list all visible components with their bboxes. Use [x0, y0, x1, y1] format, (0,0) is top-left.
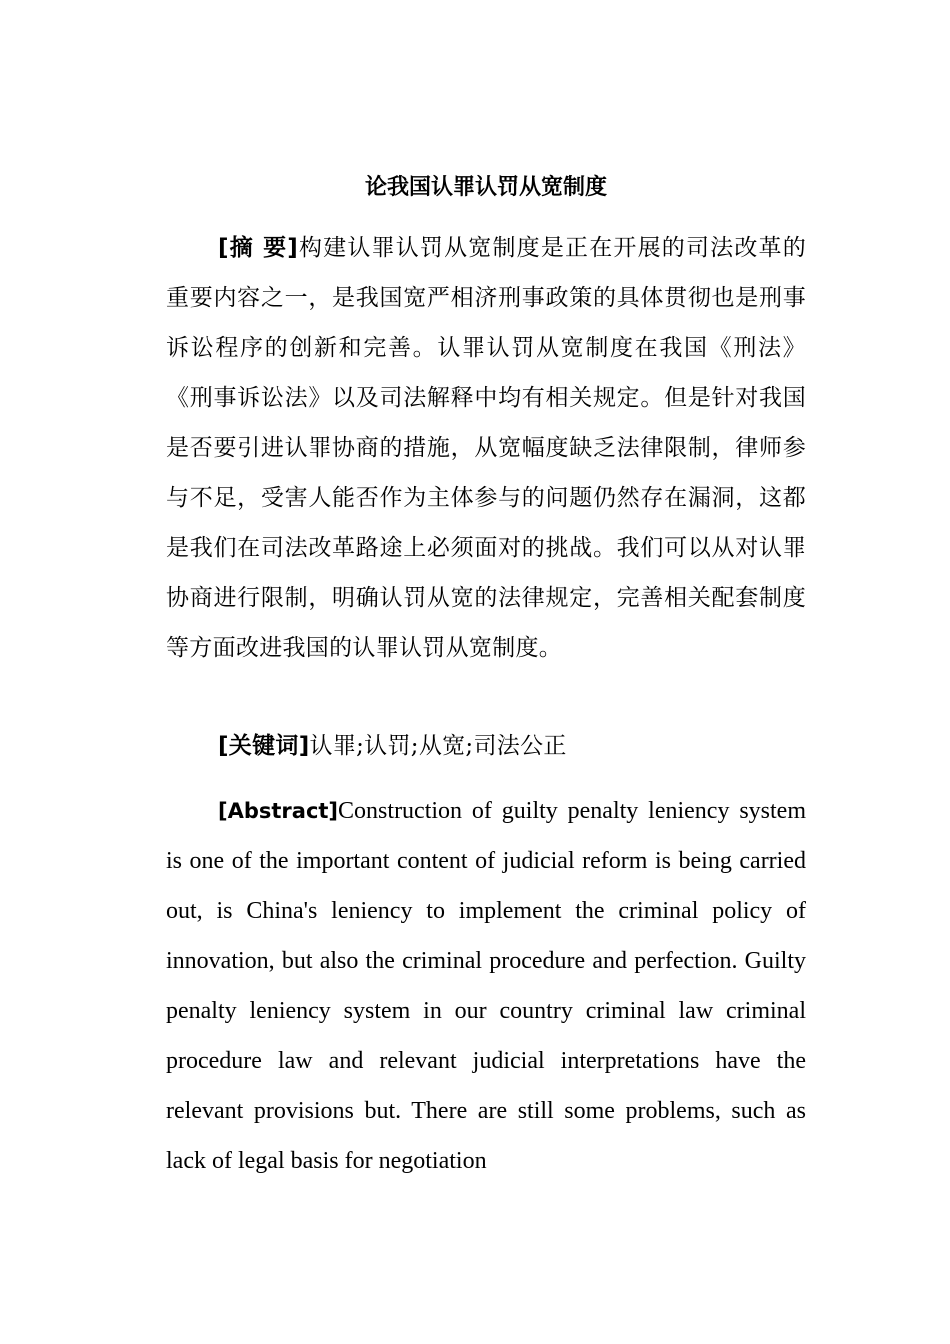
abstract-text-en: Construction of guilty penalty leniency system is one of the important content of judicial reform is being carried out, is China's leniency to implement the criminal policy of innovation, but also the criminal procedure and perfection. Guilty penalty leniency system in our country criminal law criminal procedure law and relevant judicial interpretations have the relevant provisions but. There are still some problems, such as lack of legal basis for negotiation [166, 798, 806, 1174]
document-title: 论我国认罪认罚从宽制度 [364, 175, 607, 200]
keywords-label-cn: [关键词] [218, 733, 310, 759]
chinese-abstract-paragraph [166, 223, 806, 673]
abstract-label-en: [Abstract] [218, 799, 339, 823]
abstract-label-cn: [摘 要] [218, 235, 299, 261]
abstract-text-cn: 构建认罪认罚从宽制度是正在开展的司法改革的重要内容之一，是我国宽严相济刑事政策的具体贯彻也是刑事诉讼程序的创新和完善。认罪认罚从宽制度在我国《刑法》《刑事诉讼法》以及司法解释中均有相关规定。但是针对我国是否要引进认罪协商的措施，从宽幅度缺乏法律限制，律师参与不足，受害人能否作为主体参与的问题仍然存在漏洞，这都是我们在司法改革路途上必须面对的挑战。我们可以从对认罪协商进行限制，明确认罚从宽的法律规定，完善相关配套制度等方面改进我国的认罪认罚从宽制度。 [166, 235, 806, 661]
chinese-keywords-paragraph [166, 721, 806, 771]
keywords-text-cn: 认罪;认罚;从宽;司法公正 [309, 733, 567, 759]
english-abstract-paragraph [166, 786, 806, 1186]
